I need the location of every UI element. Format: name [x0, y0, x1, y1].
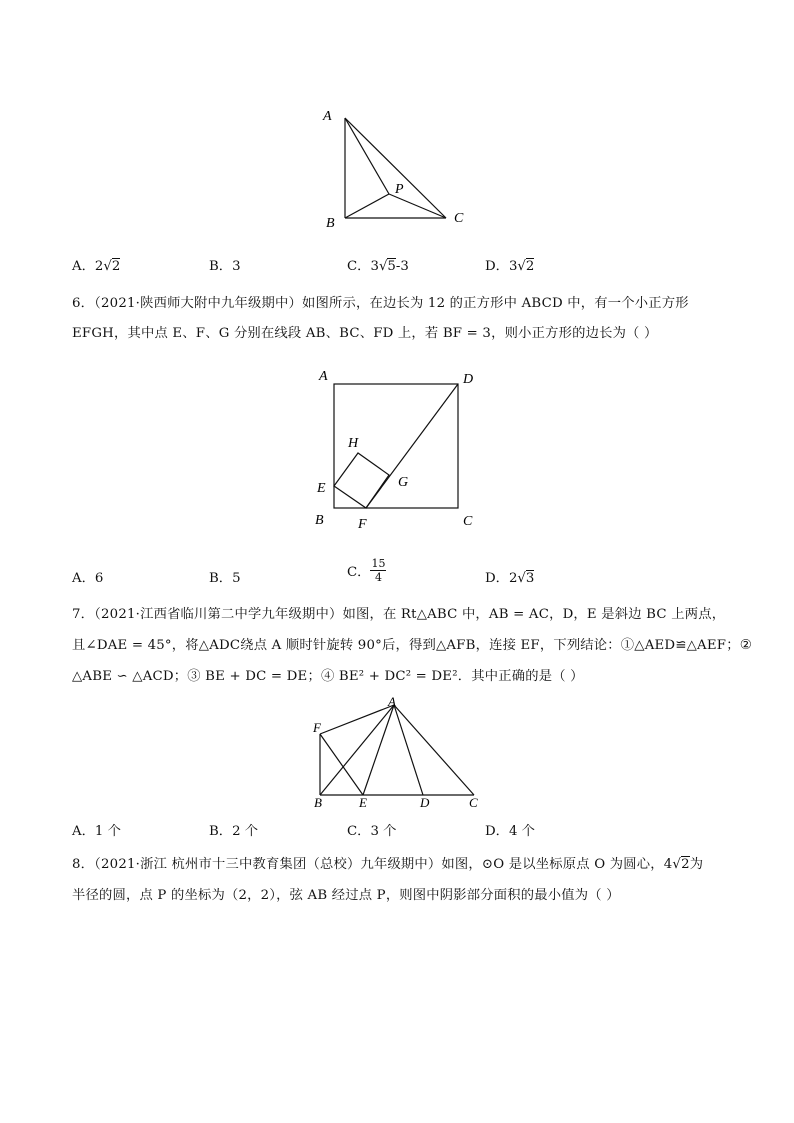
label-c: C — [469, 795, 478, 810]
q6-option-a: A．6 — [72, 571, 104, 586]
q8-line-1: 8．（2021·浙江 杭州市十三中教育集团（总校）九年级期中）如图，⊙O 是以坐标原点 O 为圆心，4√2为 — [72, 857, 704, 872]
figure-q5 — [318, 104, 478, 232]
q7-line-3: △ABE ∽ △ACD；③ BE + DC = DE；④ BE² + DC² = DE²．其中正确的是（ ） — [72, 669, 584, 684]
q7-option-b: B．2 个 — [209, 824, 259, 839]
label-f: F — [358, 517, 367, 532]
segment-cp — [389, 194, 446, 218]
label-e: E — [359, 795, 367, 810]
sqrt-sign: √ — [517, 259, 526, 274]
sqrt-sign: √ — [517, 571, 526, 586]
q5-option-b: B．3 — [209, 259, 241, 274]
square-efgh — [334, 453, 389, 508]
sqrt-sign: √ — [103, 259, 112, 274]
label-a: A — [319, 369, 328, 384]
q6-option-d: D．2√3 — [485, 571, 535, 586]
label-c: C — [463, 514, 473, 529]
q6-line-2: EFGH，其中点 E、F、G 分别在线段 AB、BC、FD 上，若 BF = 3，则小正方形的边长为（ ） — [72, 326, 658, 341]
fraction-15-4: $\frac{15}{4}$ — [371, 557, 386, 584]
figure-q7 — [308, 694, 492, 810]
label-d: D — [463, 372, 474, 387]
segment-ac — [345, 118, 446, 218]
q6-option-b: B．5 — [209, 571, 241, 586]
q5-option-a: A．2√2 — [72, 259, 121, 274]
q7-line-2: 且∠DAE = 45°，将△ADC绕点 A 顺时针旋转 90°后，得到△AFB，连接 EF，下列结论：①△AED≌△AEF；② — [72, 638, 752, 653]
segment-fd — [366, 384, 458, 508]
segment-ad — [394, 705, 423, 795]
figure-q6 — [310, 365, 490, 535]
label-e: E — [317, 481, 326, 496]
label-f: F — [313, 720, 321, 735]
segment-bp — [345, 194, 389, 218]
label-p: P — [395, 182, 404, 197]
label-d: D — [420, 795, 430, 810]
segment-ap — [345, 118, 389, 194]
label-a: A — [388, 694, 396, 709]
q6-option-c: C． $\frac{15}{4}$ — [347, 557, 386, 584]
label-b: B — [315, 513, 324, 528]
q7-option-d: D．4 个 — [485, 824, 535, 839]
segment-ae — [363, 705, 394, 795]
q7-option-a: A．1 个 — [72, 824, 121, 839]
label-b: B — [326, 216, 335, 231]
label-c: C — [454, 211, 464, 226]
q7-line-1: 7．（2021·江西省临川第二中学九年级期中）如图，在 Rt△ABC 中，AB = AC，D，E 是斜边 BC 上两点， — [72, 607, 726, 622]
segment-af — [320, 705, 394, 734]
segment-fe — [320, 734, 363, 795]
sqrt-sign: √ — [672, 857, 682, 872]
q7-option-c: C．3 个 — [347, 824, 397, 839]
label-b: B — [314, 795, 322, 810]
q8-line-2: 半径的圆，点 P 的坐标为（2，2），弦 AB 经过点 P，则图中阴影部分面积的最小值为（ ） — [72, 888, 620, 903]
q5-option-d: D．3√2 — [485, 259, 535, 274]
sqrt-sign: √ — [378, 259, 388, 274]
label-h: H — [348, 436, 359, 451]
q6-line-1: 6．（2021·陕西师大附中九年级期中）如图所示，在边长为 12 的正方形中 ABCD 中，有一个小正方形 — [72, 296, 689, 311]
q5-option-c: C．3√5-3 — [347, 259, 409, 274]
segment-ac — [394, 705, 474, 795]
label-g: G — [398, 475, 409, 490]
label-a: A — [323, 109, 332, 124]
